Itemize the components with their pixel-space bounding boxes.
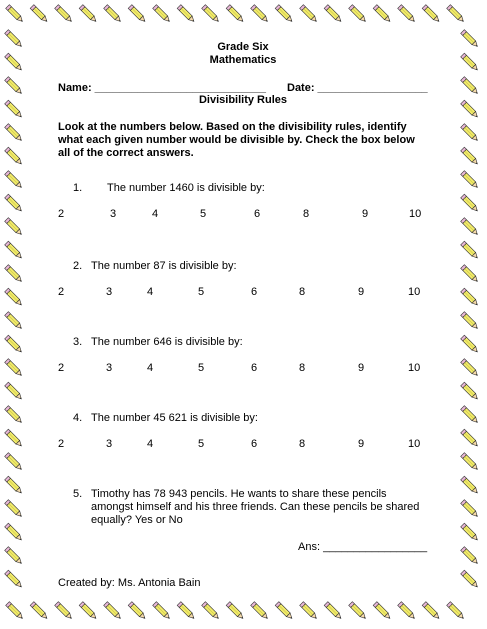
pencil-icon bbox=[461, 547, 480, 566]
subject-label: Mathematics bbox=[209, 54, 277, 66]
pencil-icon bbox=[202, 5, 221, 24]
pencil-icon bbox=[461, 147, 480, 166]
divisor-option-2[interactable]: 2 bbox=[58, 286, 65, 298]
pencil-icon bbox=[251, 5, 270, 24]
pencil-icon bbox=[153, 602, 172, 621]
pencil-icon bbox=[5, 100, 24, 119]
pencil-icon bbox=[128, 5, 147, 24]
pencil-icon bbox=[5, 547, 24, 566]
date-field[interactable]: Date: __________________ bbox=[287, 82, 428, 94]
question-number: 4. bbox=[73, 412, 83, 424]
divisor-option-10[interactable]: 10 bbox=[408, 286, 421, 298]
question-text: The number 646 is divisible by: bbox=[91, 336, 243, 348]
divisor-option-9[interactable]: 9 bbox=[362, 208, 369, 220]
pencil-icon bbox=[461, 77, 480, 96]
pencil-icon bbox=[5, 359, 24, 378]
divisor-option-8[interactable]: 8 bbox=[299, 362, 306, 374]
divisor-option-3[interactable]: 3 bbox=[106, 362, 113, 374]
divisor-option-9[interactable]: 9 bbox=[358, 286, 365, 298]
pencil-icon bbox=[447, 5, 466, 24]
divisor-option-8[interactable]: 8 bbox=[299, 286, 306, 298]
pencil-icon bbox=[251, 602, 270, 621]
pencil-icon bbox=[128, 602, 147, 621]
question-number: 5. bbox=[73, 488, 83, 500]
pencil-icon bbox=[461, 523, 480, 542]
pencil-icon bbox=[461, 476, 480, 495]
pencil-icon bbox=[177, 5, 196, 24]
pencil-icon bbox=[5, 53, 24, 72]
divisor-option-9[interactable]: 9 bbox=[358, 362, 365, 374]
pencil-icon bbox=[373, 602, 392, 621]
pencil-icon bbox=[461, 500, 480, 519]
pencil-icon bbox=[5, 453, 24, 472]
divisor-option-6[interactable]: 6 bbox=[254, 208, 261, 220]
pencil-icon bbox=[461, 382, 480, 401]
pencil-icon bbox=[202, 602, 221, 621]
pencil-icon bbox=[5, 124, 24, 143]
divisor-option-5[interactable]: 5 bbox=[198, 438, 205, 450]
pencil-icon bbox=[5, 500, 24, 519]
pencil-icon bbox=[5, 406, 24, 425]
question-number: 1. bbox=[73, 182, 83, 194]
pencil-icon bbox=[226, 5, 245, 24]
question-text: The number 87 is divisible by: bbox=[91, 260, 237, 272]
pencil-icon bbox=[55, 602, 74, 621]
pencil-icon bbox=[5, 265, 24, 284]
question-text: The number 45 621 is divisible by: bbox=[91, 412, 258, 424]
pencil-icon bbox=[300, 602, 319, 621]
pencil-icon bbox=[447, 602, 466, 621]
grade-label: Grade Six bbox=[217, 41, 269, 53]
pencil-icon bbox=[461, 30, 480, 49]
instruction-line-2: what each given number would be divisible by. Check the box below bbox=[58, 134, 415, 146]
pencil-icon bbox=[398, 5, 417, 24]
pencil-icon bbox=[79, 5, 98, 24]
pencil-icon bbox=[275, 602, 294, 621]
pencil-icon bbox=[5, 147, 24, 166]
pencil-icon bbox=[373, 5, 392, 24]
divisor-option-8[interactable]: 8 bbox=[303, 208, 310, 220]
pencil-icon bbox=[461, 171, 480, 190]
pencil-icon bbox=[349, 602, 368, 621]
pencil-icon bbox=[5, 382, 24, 401]
divisor-option-4[interactable]: 4 bbox=[152, 208, 159, 220]
pencil-icon bbox=[153, 5, 172, 24]
pencil-icon bbox=[5, 77, 24, 96]
divisor-option-5[interactable]: 5 bbox=[198, 362, 205, 374]
pencil-icon bbox=[461, 218, 480, 237]
pencil-icon bbox=[104, 602, 123, 621]
pencil-icon bbox=[461, 265, 480, 284]
pencil-icon bbox=[461, 194, 480, 213]
pencil-icon bbox=[5, 335, 24, 354]
pencil-icon bbox=[461, 312, 480, 331]
divisor-option-2[interactable]: 2 bbox=[58, 438, 65, 450]
divisor-option-8[interactable]: 8 bbox=[299, 438, 306, 450]
pencil-icon bbox=[324, 602, 343, 621]
pencil-icon bbox=[79, 602, 98, 621]
divisor-option-10[interactable]: 10 bbox=[408, 362, 421, 374]
pencil-icon bbox=[6, 602, 25, 621]
pencil-icon bbox=[275, 5, 294, 24]
pencil-icon bbox=[422, 5, 441, 24]
pencil-icon bbox=[461, 241, 480, 260]
pencil-icon bbox=[461, 453, 480, 472]
pencil-icon bbox=[461, 359, 480, 378]
question-number: 2. bbox=[73, 260, 83, 272]
pencil-icon bbox=[5, 194, 24, 213]
creator-credit: Created by: Ms. Antonia Bain bbox=[58, 577, 201, 589]
divisor-option-3[interactable]: 3 bbox=[110, 208, 117, 220]
pencil-icon bbox=[30, 602, 49, 621]
pencil-icon bbox=[5, 570, 24, 589]
pencil-icon bbox=[461, 429, 480, 448]
divisor-option-2[interactable]: 2 bbox=[58, 208, 65, 220]
pencil-icon bbox=[461, 100, 480, 119]
pencil-icon bbox=[300, 5, 319, 24]
pencil-icon bbox=[5, 476, 24, 495]
question-text-line: amongst himself and his three friends. Can these pencils be shared bbox=[91, 501, 420, 513]
pencil-icon bbox=[461, 406, 480, 425]
divisor-option-2[interactable]: 2 bbox=[58, 362, 65, 374]
divisor-option-5[interactable]: 5 bbox=[198, 286, 205, 298]
pencil-icon bbox=[461, 335, 480, 354]
divisor-option-9[interactable]: 9 bbox=[358, 438, 365, 450]
pencil-icon bbox=[55, 5, 74, 24]
divisor-option-10[interactable]: 10 bbox=[408, 438, 421, 450]
name-field[interactable]: Name: ____________________________ bbox=[58, 82, 266, 94]
pencil-icon bbox=[324, 5, 343, 24]
pencil-icon bbox=[398, 602, 417, 621]
pencil-icon bbox=[104, 5, 123, 24]
pencil-icon bbox=[5, 523, 24, 542]
pencil-icon bbox=[5, 288, 24, 307]
divisor-option-3[interactable]: 3 bbox=[106, 438, 113, 450]
question-number: 3. bbox=[73, 336, 83, 348]
question-text-line: equally? Yes or No bbox=[91, 514, 183, 526]
divisor-option-6[interactable]: 6 bbox=[251, 438, 258, 450]
pencil-icon bbox=[5, 30, 24, 49]
divisor-option-5[interactable]: 5 bbox=[200, 208, 207, 220]
question-text-line: Timothy has 78 943 pencils. He wants to share these pencils bbox=[91, 488, 387, 500]
divisor-option-4[interactable]: 4 bbox=[147, 438, 154, 450]
divisor-option-4[interactable]: 4 bbox=[147, 362, 154, 374]
pencil-icon bbox=[461, 124, 480, 143]
pencil-icon bbox=[5, 312, 24, 331]
pencil-icon bbox=[422, 602, 441, 621]
answer-field[interactable]: Ans: _________________ bbox=[298, 541, 428, 553]
instruction-line-1: Look at the numbers below. Based on the divisibility rules, identify bbox=[58, 121, 407, 133]
divisor-option-3[interactable]: 3 bbox=[106, 286, 113, 298]
divisor-option-6[interactable]: 6 bbox=[251, 286, 258, 298]
pencil-icon bbox=[226, 602, 245, 621]
pencil-icon bbox=[349, 5, 368, 24]
pencil-icon bbox=[6, 5, 25, 24]
pencil-icon bbox=[461, 288, 480, 307]
divisor-option-6[interactable]: 6 bbox=[251, 362, 258, 374]
pencil-icon bbox=[5, 241, 24, 260]
page-title: Divisibility Rules bbox=[198, 94, 288, 106]
pencil-icon bbox=[5, 218, 24, 237]
instruction-line-3: all of the correct answers. bbox=[58, 147, 194, 159]
pencil-icon bbox=[5, 171, 24, 190]
pencil-icon bbox=[177, 602, 196, 621]
divisor-option-4[interactable]: 4 bbox=[147, 286, 154, 298]
divisor-option-10[interactable]: 10 bbox=[409, 208, 422, 220]
pencil-icon bbox=[461, 53, 480, 72]
pencil-icon bbox=[30, 5, 49, 24]
question-text: The number 1460 is divisible by: bbox=[107, 182, 265, 194]
pencil-icon bbox=[5, 429, 24, 448]
pencil-icon bbox=[461, 570, 480, 589]
